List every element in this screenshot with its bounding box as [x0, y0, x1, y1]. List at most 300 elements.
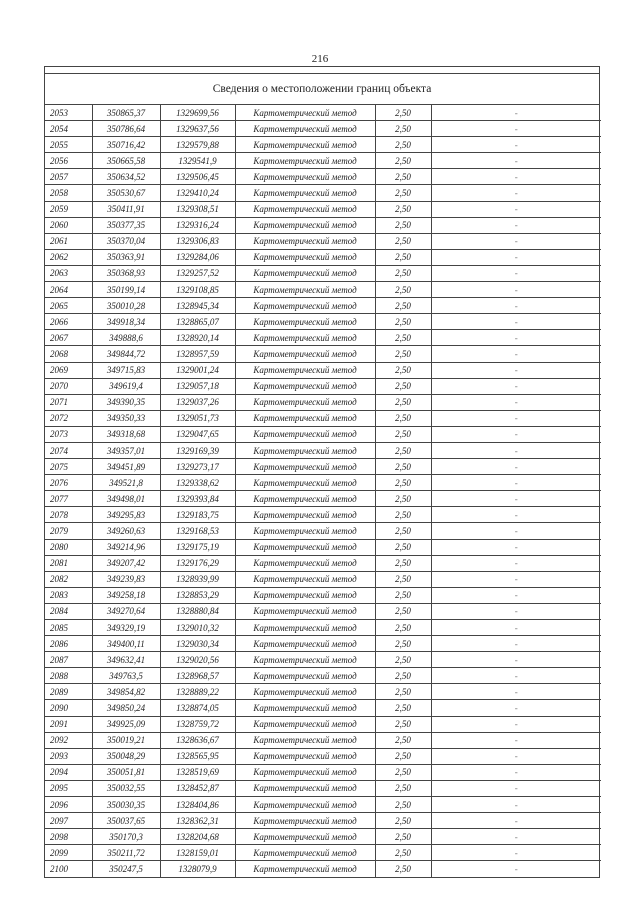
x-coordinate-cell: 350048,29 [92, 748, 160, 764]
point-number-cell: 2079 [45, 523, 92, 539]
header-spacer [45, 67, 599, 74]
table-row [45, 491, 601, 507]
table-row [45, 813, 601, 829]
method-cell: Картометрический метод [235, 410, 375, 426]
x-coordinate-cell: 350377,35 [92, 217, 160, 233]
x-coordinate-cell: 350032,55 [92, 780, 160, 796]
x-coordinate-cell: 349844,72 [92, 346, 160, 362]
description-cell: - [431, 684, 601, 700]
description-cell: - [431, 587, 601, 603]
y-coordinate-cell: 1328945,34 [160, 298, 235, 314]
precision-cell: 2,50 [375, 523, 431, 539]
precision-cell: 2,50 [375, 491, 431, 507]
precision-cell: 2,50 [375, 265, 431, 281]
method-cell: Картометрический метод [235, 426, 375, 442]
y-coordinate-cell: 1328968,57 [160, 668, 235, 684]
x-coordinate-cell: 349715,83 [92, 362, 160, 378]
description-cell: - [431, 217, 601, 233]
method-cell: Картометрический метод [235, 555, 375, 571]
x-coordinate-cell: 350247,5 [92, 861, 160, 877]
method-cell: Картометрический метод [235, 394, 375, 410]
point-number-cell: 2053 [45, 105, 92, 121]
description-cell: - [431, 813, 601, 829]
point-number-cell: 2056 [45, 153, 92, 169]
precision-cell: 2,50 [375, 475, 431, 491]
method-cell: Картометрический метод [235, 491, 375, 507]
y-coordinate-cell: 1328853,29 [160, 587, 235, 603]
table-row [45, 314, 601, 330]
point-number-cell: 2067 [45, 330, 92, 346]
description-cell: - [431, 298, 601, 314]
method-cell: Картометрический метод [235, 233, 375, 249]
method-cell: Картометрический метод [235, 748, 375, 764]
precision-cell: 2,50 [375, 571, 431, 587]
description-cell: - [431, 394, 601, 410]
y-coordinate-cell: 1329020,56 [160, 652, 235, 668]
method-cell: Картометрический метод [235, 587, 375, 603]
y-coordinate-cell: 1329410,24 [160, 185, 235, 201]
table-row [45, 459, 601, 475]
description-cell: - [431, 153, 601, 169]
table-row [45, 861, 601, 877]
precision-cell: 2,50 [375, 282, 431, 298]
point-number-cell: 2063 [45, 265, 92, 281]
precision-cell: 2,50 [375, 459, 431, 475]
table-row [45, 362, 601, 378]
table-row [45, 121, 601, 137]
boundary-table-sheet [44, 66, 600, 878]
precision-cell: 2,50 [375, 153, 431, 169]
x-coordinate-cell: 350716,42 [92, 137, 160, 153]
precision-cell: 2,50 [375, 668, 431, 684]
description-cell: - [431, 700, 601, 716]
table-row [45, 652, 601, 668]
precision-cell: 2,50 [375, 410, 431, 426]
x-coordinate-cell: 350368,93 [92, 265, 160, 281]
description-cell: - [431, 523, 601, 539]
method-cell: Картометрический метод [235, 684, 375, 700]
point-number-cell: 2061 [45, 233, 92, 249]
precision-cell: 2,50 [375, 652, 431, 668]
method-cell: Картометрический метод [235, 539, 375, 555]
table-row [45, 426, 601, 442]
table-row [45, 137, 601, 153]
method-cell: Картометрический метод [235, 652, 375, 668]
precision-cell: 2,50 [375, 105, 431, 121]
method-cell: Картометрический метод [235, 780, 375, 796]
table-row [45, 620, 601, 636]
method-cell: Картометрический метод [235, 797, 375, 813]
x-coordinate-cell: 350051,81 [92, 764, 160, 780]
method-cell: Картометрический метод [235, 121, 375, 137]
description-cell: - [514, 863, 518, 874]
precision-cell: 2,50 [375, 249, 431, 265]
description-cell: - [431, 346, 601, 362]
table-row [45, 105, 601, 121]
description-cell: - [431, 362, 601, 378]
x-coordinate-cell: 349357,01 [92, 442, 160, 458]
method-cell: Картометрический метод [235, 845, 375, 861]
precision-cell: 2,50 [375, 732, 431, 748]
precision-cell: 2,50 [375, 314, 431, 330]
description-cell: - [431, 105, 601, 121]
table-title: Сведения о местоположении границ объекта [45, 74, 599, 105]
x-coordinate-cell: 349918,34 [92, 314, 160, 330]
table-row [45, 555, 601, 571]
precision-cell: 2,50 [375, 507, 431, 523]
x-coordinate-cell: 350865,37 [92, 105, 160, 121]
x-coordinate-cell: 349521,8 [92, 475, 160, 491]
point-number-cell: 2077 [45, 491, 92, 507]
precision-cell: 2,50 [375, 330, 431, 346]
description-cell: - [431, 137, 601, 153]
table-row [45, 185, 601, 201]
x-coordinate-cell: 350665,58 [92, 153, 160, 169]
point-number-cell: 2095 [45, 780, 92, 796]
precision-cell: 2,50 [375, 298, 431, 314]
x-coordinate-cell: 350530,67 [92, 185, 160, 201]
method-cell: Картометрический метод [235, 346, 375, 362]
y-coordinate-cell: 1328565,95 [160, 748, 235, 764]
table-row [45, 475, 601, 491]
y-coordinate-cell: 1328865,07 [160, 314, 235, 330]
x-coordinate-cell: 349214,96 [92, 539, 160, 555]
page-number: 216 [311, 53, 329, 65]
y-coordinate-cell: 1329108,85 [160, 282, 235, 298]
point-number-cell: 2097 [45, 813, 92, 829]
precision-cell: 2,50 [375, 684, 431, 700]
table-row [45, 507, 601, 523]
precision-cell: 2,50 [375, 169, 431, 185]
y-coordinate-cell: 1329176,29 [160, 555, 235, 571]
x-coordinate-cell: 350363,91 [92, 249, 160, 265]
description-cell: - [431, 845, 601, 861]
method-cell: Картометрический метод [235, 265, 375, 281]
precision-cell: 2,50 [375, 121, 431, 137]
table-row [45, 829, 601, 845]
y-coordinate-cell: 1329057,18 [160, 378, 235, 394]
y-coordinate-cell: 1329030,34 [160, 636, 235, 652]
y-coordinate-cell: 1329393,84 [160, 491, 235, 507]
table-row [45, 330, 601, 346]
point-number-cell: 2069 [45, 362, 92, 378]
description-cell: - [431, 426, 601, 442]
table-row [45, 282, 601, 298]
precision-cell: 2,50 [375, 780, 431, 796]
x-coordinate-cell: 350037,65 [92, 813, 160, 829]
method-cell: Картометрический метод [235, 507, 375, 523]
y-coordinate-cell: 1329308,51 [160, 201, 235, 217]
table-row [45, 700, 601, 716]
description-cell: - [431, 797, 601, 813]
x-coordinate-cell: 350019,21 [92, 732, 160, 748]
x-coordinate-cell: 350170,3 [92, 829, 160, 845]
table-row [45, 748, 601, 764]
table-row [45, 684, 601, 700]
point-number-cell: 2065 [45, 298, 92, 314]
description-cell: - [431, 442, 601, 458]
description-cell: - [431, 201, 601, 217]
method-cell: Картометрический метод [235, 829, 375, 845]
method-cell: Картометрический метод [235, 861, 375, 877]
y-coordinate-cell: 1329169,39 [160, 442, 235, 458]
precision-cell: 2,50 [375, 829, 431, 845]
point-number-cell: 2094 [45, 764, 92, 780]
x-coordinate-cell: 350030,35 [92, 797, 160, 813]
x-coordinate-cell: 349270,64 [92, 603, 160, 619]
point-number-cell: 2084 [45, 603, 92, 619]
method-cell: Картометрический метод [235, 603, 375, 619]
y-coordinate-cell: 1328204,68 [160, 829, 235, 845]
precision-cell: 2,50 [375, 137, 431, 153]
y-coordinate-cell: 1328880,84 [160, 603, 235, 619]
point-number-cell: 2074 [45, 442, 92, 458]
point-number-cell: 2096 [45, 797, 92, 813]
point-number-cell: 2093 [45, 748, 92, 764]
precision-cell: 2,50 [375, 426, 431, 442]
precision-cell: 2,50 [375, 797, 431, 813]
point-number-cell: 2058 [45, 185, 92, 201]
precision-cell: 2,50 [375, 748, 431, 764]
point-number-cell: 2076 [45, 475, 92, 491]
method-cell: Картометрический метод [235, 571, 375, 587]
x-coordinate-cell: 349888,6 [92, 330, 160, 346]
y-coordinate-cell: 1329010,32 [160, 620, 235, 636]
point-number-cell: 2066 [45, 314, 92, 330]
point-number-cell: 2091 [45, 716, 92, 732]
method-cell: Картометрический метод [235, 620, 375, 636]
point-number-cell: 2085 [45, 620, 92, 636]
precision-cell: 2,50 [375, 217, 431, 233]
description-cell: - [431, 636, 601, 652]
coordinates-table-body [45, 105, 601, 877]
y-coordinate-cell: 1329699,56 [160, 105, 235, 121]
point-number-cell: 2098 [45, 829, 92, 845]
x-coordinate-cell: 349925,09 [92, 716, 160, 732]
method-cell: Картометрический метод [235, 442, 375, 458]
description-cell: - [431, 764, 601, 780]
method-cell: Картометрический метод [235, 217, 375, 233]
table-row [45, 217, 601, 233]
table-row [45, 265, 601, 281]
table-row [45, 169, 601, 185]
point-number-cell: 2060 [45, 217, 92, 233]
table-row [45, 394, 601, 410]
description-cell: - [431, 829, 601, 845]
point-number-cell: 2057 [45, 169, 92, 185]
description-cell: - [431, 185, 601, 201]
y-coordinate-cell: 1328079,9 [160, 861, 235, 877]
description-cell: - [431, 249, 601, 265]
precision-cell: 2,50 [375, 716, 431, 732]
description-cell: - [431, 732, 601, 748]
method-cell: Картометрический метод [235, 330, 375, 346]
y-coordinate-cell: 1329047,65 [160, 426, 235, 442]
method-cell: Картометрический метод [235, 137, 375, 153]
precision-cell: 2,50 [375, 813, 431, 829]
x-coordinate-cell: 350634,52 [92, 169, 160, 185]
y-coordinate-cell: 1328519,69 [160, 764, 235, 780]
x-coordinate-cell: 349400,11 [92, 636, 160, 652]
precision-cell: 2,50 [375, 587, 431, 603]
point-number-cell: 2080 [45, 539, 92, 555]
method-cell: Картометрический метод [235, 378, 375, 394]
description-cell: - [431, 378, 601, 394]
y-coordinate-cell: 1328636,67 [160, 732, 235, 748]
precision-cell: 2,50 [375, 346, 431, 362]
method-cell: Картометрический метод [235, 314, 375, 330]
precision-cell: 2,50 [375, 185, 431, 201]
description-cell: - [431, 555, 601, 571]
description-cell: - [431, 571, 601, 587]
y-coordinate-cell: 1329257,52 [160, 265, 235, 281]
point-number-cell: 2064 [45, 282, 92, 298]
description-cell: - [431, 491, 601, 507]
x-coordinate-cell: 350010,28 [92, 298, 160, 314]
y-coordinate-cell: 1328920,14 [160, 330, 235, 346]
precision-cell: 2,50 [375, 700, 431, 716]
x-coordinate-cell: 350199,14 [92, 282, 160, 298]
description-cell: - [431, 652, 601, 668]
y-coordinate-cell: 1329037,26 [160, 394, 235, 410]
method-cell: Картометрический метод [235, 813, 375, 829]
description-cell: - [431, 282, 601, 298]
y-coordinate-cell: 1329284,06 [160, 249, 235, 265]
x-coordinate-cell: 349350,33 [92, 410, 160, 426]
point-number-cell: 2099 [45, 845, 92, 861]
table-row [45, 249, 601, 265]
point-number-cell: 2083 [45, 587, 92, 603]
precision-cell: 2,50 [375, 620, 431, 636]
y-coordinate-cell: 1329183,75 [160, 507, 235, 523]
x-coordinate-cell: 349850,24 [92, 700, 160, 716]
description-cell: - [431, 233, 601, 249]
point-number-cell: 2092 [45, 732, 92, 748]
x-coordinate-cell: 349854,82 [92, 684, 160, 700]
description-cell: - [431, 314, 601, 330]
point-number-cell: 2054 [45, 121, 92, 137]
y-coordinate-cell: 1328939,99 [160, 571, 235, 587]
table-row [45, 668, 601, 684]
method-cell: Картометрический метод [235, 153, 375, 169]
precision-cell: 2,50 [375, 201, 431, 217]
y-coordinate-cell: 1329579,88 [160, 137, 235, 153]
table-row [45, 716, 601, 732]
description-cell: - [431, 780, 601, 796]
point-number-cell: 2070 [45, 378, 92, 394]
description-cell: - [431, 507, 601, 523]
precision-cell: 2,50 [375, 442, 431, 458]
y-coordinate-cell: 1328759,72 [160, 716, 235, 732]
point-number-cell: 2073 [45, 426, 92, 442]
table-row [45, 153, 601, 169]
table-row [45, 539, 601, 555]
y-coordinate-cell: 1329001,24 [160, 362, 235, 378]
table-row [45, 571, 601, 587]
point-number-cell: 2059 [45, 201, 92, 217]
table-row [45, 378, 601, 394]
precision-cell: 2,50 [375, 861, 431, 877]
precision-cell: 2,50 [375, 764, 431, 780]
description-cell: - [431, 475, 601, 491]
x-coordinate-cell: 349260,63 [92, 523, 160, 539]
y-coordinate-cell: 1329175,19 [160, 539, 235, 555]
y-coordinate-cell: 1328452,87 [160, 780, 235, 796]
x-coordinate-cell: 349390,35 [92, 394, 160, 410]
point-number-cell: 2087 [45, 652, 92, 668]
table-row [45, 845, 601, 861]
point-number-cell: 2078 [45, 507, 92, 523]
x-coordinate-cell: 350786,64 [92, 121, 160, 137]
point-number-cell: 2068 [45, 346, 92, 362]
method-cell: Картометрический метод [235, 700, 375, 716]
x-coordinate-cell: 349763,5 [92, 668, 160, 684]
x-coordinate-cell: 349329,19 [92, 620, 160, 636]
description-cell: - [431, 716, 601, 732]
point-number-cell: 2062 [45, 249, 92, 265]
table-row [45, 764, 601, 780]
precision-cell: 2,50 [375, 378, 431, 394]
method-cell: Картометрический метод [235, 298, 375, 314]
point-number-cell: 2090 [45, 700, 92, 716]
table-row [45, 636, 601, 652]
precision-cell: 2,50 [375, 636, 431, 652]
y-coordinate-cell: 1329051,73 [160, 410, 235, 426]
method-cell: Картометрический метод [235, 732, 375, 748]
method-cell: Картометрический метод [235, 185, 375, 201]
coordinates-table [45, 105, 601, 877]
method-cell: Картометрический метод [235, 764, 375, 780]
table-row [45, 523, 601, 539]
y-coordinate-cell: 1329168,53 [160, 523, 235, 539]
method-cell: Картометрический метод [235, 716, 375, 732]
description-cell: - [431, 620, 601, 636]
precision-cell: 2,50 [375, 362, 431, 378]
point-number-cell: 2075 [45, 459, 92, 475]
method-cell: Картометрический метод [235, 105, 375, 121]
table-row [45, 442, 601, 458]
y-coordinate-cell: 1329273,17 [160, 459, 235, 475]
description-cell: - [431, 603, 601, 619]
x-coordinate-cell: 349295,83 [92, 507, 160, 523]
description-cell: - [431, 748, 601, 764]
precision-cell: 2,50 [375, 845, 431, 861]
method-cell: Картометрический метод [235, 459, 375, 475]
table-row [45, 298, 601, 314]
precision-cell: 2,50 [375, 555, 431, 571]
y-coordinate-cell: 1328404,86 [160, 797, 235, 813]
method-cell: Картометрический метод [235, 636, 375, 652]
table-row [45, 587, 601, 603]
method-cell: Картометрический метод [235, 523, 375, 539]
x-coordinate-cell: 349632,41 [92, 652, 160, 668]
table-row [45, 233, 601, 249]
description-cell: - [431, 330, 601, 346]
x-coordinate-cell: 350211,72 [92, 845, 160, 861]
table-row [45, 780, 601, 796]
table-row [45, 732, 601, 748]
description-cell: - [431, 668, 601, 684]
y-coordinate-cell: 1329637,56 [160, 121, 235, 137]
table-row [45, 603, 601, 619]
point-number-cell: 2088 [45, 668, 92, 684]
method-cell: Картометрический метод [235, 362, 375, 378]
x-coordinate-cell: 349207,42 [92, 555, 160, 571]
point-number-cell: 2072 [45, 410, 92, 426]
y-coordinate-cell: 1328957,59 [160, 346, 235, 362]
y-coordinate-cell: 1328159,01 [160, 845, 235, 861]
y-coordinate-cell: 1329506,45 [160, 169, 235, 185]
